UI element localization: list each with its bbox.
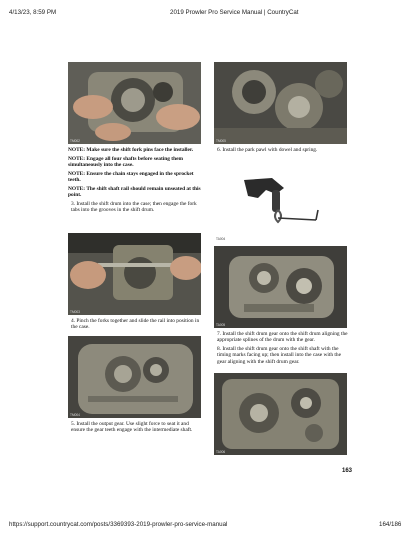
note-rail [68,186,203,199]
photo-shift-rail-image [68,233,201,315]
step-4: 4. Pinch the forks together and slide the rail into position in the case. [71,318,200,331]
step-5: 5. Install the output gear. Use slight force to seat it and ensure the gear teeth engage with the intermediate shaft. [71,421,193,434]
print-url: https://support.countrycat.com/posts/3369393-2019-prowler-pro-service-manual [9,521,228,528]
note-chain-text: NOTE: Ensure the chain stays engaged in the sprocket teeth. [68,170,194,184]
note-pins [68,147,203,153]
photo-output-gear [68,336,201,418]
note-shafts-text: NOTE: Engage all four shafts before seating them simultaneously into the case. [68,155,183,169]
photo-caption: TM002 [70,139,80,143]
steps-7-8 [217,331,348,365]
print-page-count: 164/186 [379,521,402,528]
photo-shift-rail [68,233,201,315]
photo-park-pawl-case [214,62,347,144]
photo-park-pawl-part-image [214,160,347,242]
step-7: 7. Install the shift drum gear onto the shift drum aligning the appropriate splines of the drum with the gear. [217,331,348,344]
page-number: 163 [342,468,353,474]
photo-caption: TM004 [70,413,80,417]
step-3: 3. Install the shift drum into the case; then engage the fork tabs into the grooves in the shift drum. [71,201,197,214]
photo-caption: TM003 [70,310,80,314]
photo-shift-forks [68,62,201,144]
notes-block [68,147,203,214]
photo-shift-drum-gear [214,246,347,328]
photo-park-pawl-part [214,160,347,242]
photo-caption: TA006 [216,450,226,454]
note-chain [68,171,203,184]
step-6: 6. Install the park pawl with dowel and spring. [217,147,318,153]
note-shafts [68,156,203,169]
note-pins-text: NOTE: Make sure the shift fork pins face the installer. [68,147,194,153]
photo-park-pawl-case-image [214,62,347,144]
photo-caption: TA004 [216,237,226,241]
note-rail-text: NOTE: The shift shaft rail should remain unseated at this point. [68,185,201,199]
photo-output-gear-image [68,336,201,418]
photo-shift-forks-image [68,62,201,144]
print-datetime: 4/13/23, 8:59 PM [9,9,57,16]
photo-shift-drum-gear-image [214,246,347,328]
photo-shift-shaft-gear-image [214,373,347,455]
photo-shift-shaft-gear [214,373,347,455]
step-8: 8. Install the shift drum gear onto the shift shaft with the timing marks facing up; then install into the case with the gear aligning with the shift drum gear. [217,346,341,365]
print-page-title: 2019 Prowler Pro Service Manual | CountryCat [170,9,299,16]
photo-caption: TM005 [216,139,226,143]
photo-caption: TA005 [216,323,226,327]
